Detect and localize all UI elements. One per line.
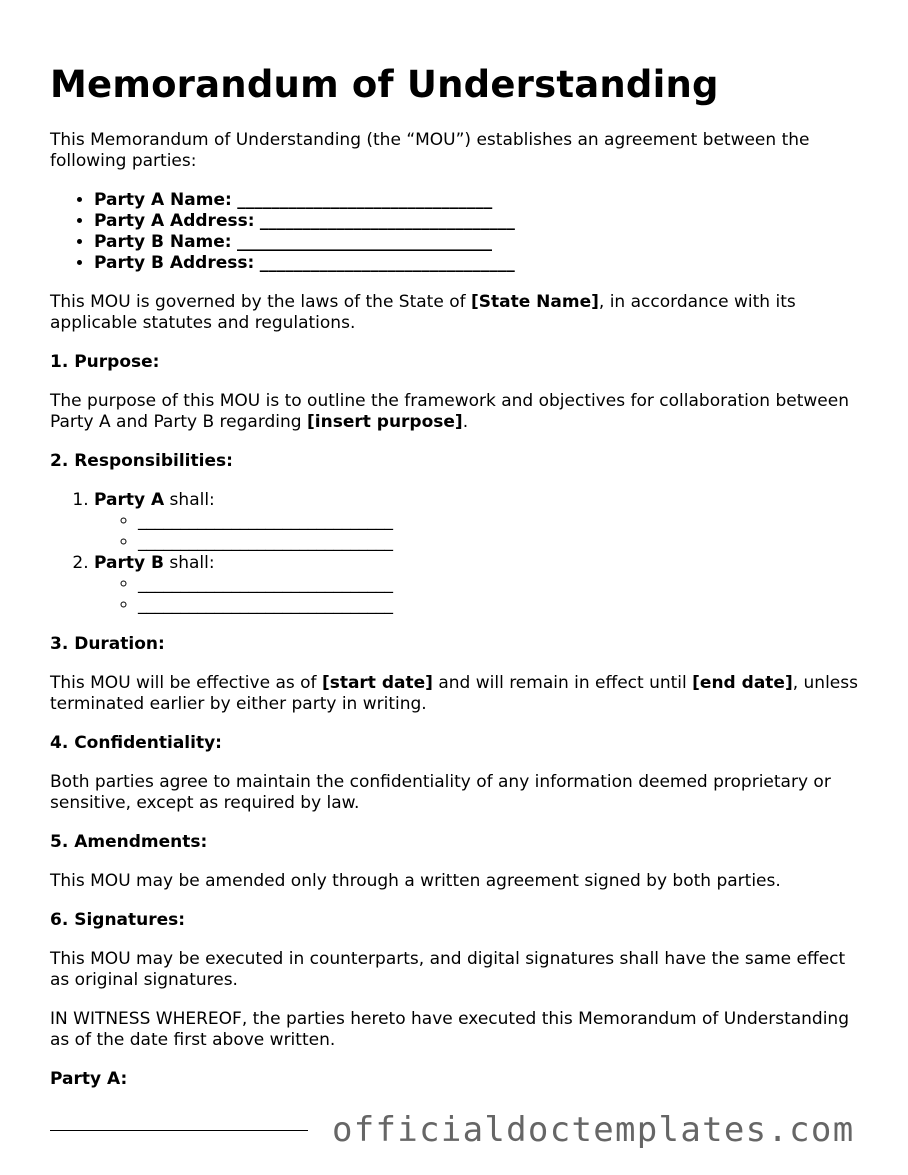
- purpose-paragraph: [50, 391, 860, 433]
- witness-paragraph: IN WITNESS WHEREOF, the parties hereto have executed this Memorandum of Understanding as of the date first above written.: [50, 1009, 849, 1050]
- shall-text: shall:: [164, 490, 215, 510]
- party-a-duties: [94, 511, 860, 553]
- watermark: officialdoctemplates.com: [332, 1110, 855, 1150]
- purpose-heading: 1. Purpose:: [50, 352, 160, 372]
- intro-paragraph: This Memorandum of Understanding (the “MOU”) establishes an agreement between the following parties:: [50, 130, 810, 171]
- governing-law-paragraph: [50, 292, 860, 334]
- party-b-address-blank: ______________________________: [259, 253, 515, 273]
- governing-text-end: , in accordance with its applicable statutes and regulations.: [50, 292, 796, 333]
- list-item: ◦ ______________________________: [138, 574, 860, 595]
- list-item: [94, 211, 860, 232]
- governing-text: This MOU is governed by the laws of the State of: [50, 292, 471, 312]
- signature-line: [50, 1130, 308, 1131]
- responsibilities-heading: 2. Responsibilities:: [50, 451, 233, 471]
- party-b-address-label: Party B Address:: [94, 253, 255, 273]
- responsibilities-list: [50, 490, 860, 616]
- document-title: Memorandum of Understanding: [50, 63, 719, 106]
- amendments-heading: 5. Amendments:: [50, 832, 208, 852]
- purpose-field: [insert purpose]: [307, 412, 463, 432]
- document-page: [50, 62, 860, 1108]
- party-a-signature-label: Party A:: [50, 1069, 128, 1089]
- party-b-label: Party B: [94, 553, 164, 573]
- party-a-name-label: Party A Name:: [94, 190, 232, 210]
- footer: [50, 1110, 890, 1154]
- party-b-duties: [94, 574, 860, 616]
- list-item: [94, 553, 860, 616]
- party-a-address-label: Party A Address:: [94, 211, 255, 231]
- list-item: ◦ ______________________________: [138, 511, 860, 532]
- duration-paragraph: [50, 673, 860, 715]
- list-item: [94, 190, 860, 211]
- party-b-name-label: Party B Name:: [94, 232, 232, 252]
- signatures-paragraph: This MOU may be executed in counterparts, and digital signatures shall have the same effect as original signatures.: [50, 949, 846, 990]
- signatures-heading: 6. Signatures:: [50, 910, 186, 930]
- shall-text: shall:: [163, 553, 215, 573]
- party-a-address-blank: ______________________________: [259, 211, 515, 231]
- state-name-field: [State Name]: [471, 292, 599, 312]
- purpose-text-end: .: [462, 412, 469, 432]
- end-date-field: [end date]: [692, 673, 793, 693]
- duration-heading: 3. Duration:: [50, 634, 165, 654]
- confidentiality-heading: 4. Confidentiality:: [50, 733, 222, 753]
- duration-text: This MOU will be effective as of: [50, 673, 322, 693]
- duration-text-end: , unless terminated earlier by either party in writing.: [50, 673, 858, 714]
- start-date-field: [start date]: [321, 673, 433, 693]
- party-a-name-blank: ______________________________: [237, 190, 493, 210]
- parties-list: [50, 190, 860, 274]
- list-item: [94, 490, 860, 553]
- party-a-label: Party A: [94, 490, 165, 510]
- list-item: ◦ ______________________________: [138, 595, 860, 616]
- purpose-text: The purpose of this MOU is to outline the framework and objectives for collaboration between Party A and Party B regarding: [50, 391, 849, 432]
- list-item: [94, 253, 860, 274]
- list-item: [94, 232, 860, 253]
- duration-text-mid: and will remain in effect until: [432, 673, 693, 693]
- amendments-paragraph: This MOU may be amended only through a written agreement signed by both parties.: [50, 871, 781, 891]
- party-b-name-blank: ______________________________: [237, 232, 493, 252]
- list-item: ◦ ______________________________: [138, 532, 860, 553]
- confidentiality-paragraph: Both parties agree to maintain the confidentiality of any information deemed proprietary or sensitive, except as required by law.: [50, 772, 831, 813]
